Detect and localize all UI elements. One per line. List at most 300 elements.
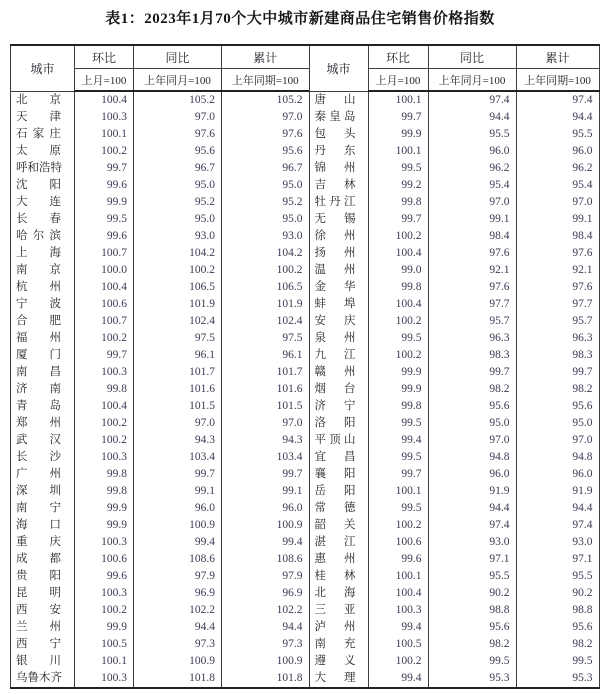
cum-value: 96.0 <box>222 500 309 517</box>
mom-value: 100.2 <box>368 653 428 670</box>
city-name: 福州 <box>11 330 75 347</box>
cum-value: 95.5 <box>516 126 599 143</box>
table-row <box>11 143 309 160</box>
mom-value: 99.4 <box>368 432 428 449</box>
cum-value: 101.7 <box>222 364 309 381</box>
price-index-table <box>10 44 598 689</box>
table-row <box>11 551 309 568</box>
city-name: 惠州 <box>309 551 368 568</box>
header-mom: 环比 <box>368 45 428 69</box>
yoy-value: 96.2 <box>428 160 516 177</box>
table-row <box>11 619 309 636</box>
header-yoy-base: 上年同月=100 <box>428 69 516 92</box>
yoy-value: 98.2 <box>428 636 516 653</box>
city-name: 三亚 <box>309 602 368 619</box>
mom-value: 99.9 <box>75 619 134 636</box>
table-row <box>11 585 309 602</box>
yoy-value: 99.7 <box>134 466 222 483</box>
city-name: 济宁 <box>309 398 368 415</box>
city-name: 桂林 <box>309 568 368 585</box>
yoy-value: 96.9 <box>134 585 222 602</box>
cum-value: 96.1 <box>222 347 309 364</box>
table-row <box>309 313 599 330</box>
city-name: 昆明 <box>11 585 75 602</box>
cum-value: 96.0 <box>516 143 599 160</box>
cum-value: 95.2 <box>222 194 309 211</box>
yoy-value: 95.5 <box>428 568 516 585</box>
cum-value: 101.5 <box>222 398 309 415</box>
yoy-value: 101.5 <box>134 398 222 415</box>
mom-value: 99.7 <box>368 109 428 126</box>
mom-value: 99.8 <box>368 194 428 211</box>
table-row <box>309 296 599 313</box>
mom-value: 100.5 <box>75 636 134 653</box>
cum-value: 94.8 <box>516 449 599 466</box>
mom-value: 100.7 <box>75 313 134 330</box>
table-row <box>309 636 599 653</box>
page-title: 表1：2023年1月70个大中城市新建商品住宅销售价格指数 <box>105 11 495 27</box>
yoy-value: 97.3 <box>134 636 222 653</box>
cum-value: 97.4 <box>516 91 599 109</box>
cum-value: 106.5 <box>222 279 309 296</box>
mom-value: 99.6 <box>75 568 134 585</box>
table-row <box>309 670 599 688</box>
mom-value: 99.9 <box>368 126 428 143</box>
city-name: 贵阳 <box>11 568 75 585</box>
city-name: 郑州 <box>11 415 75 432</box>
table-row <box>309 91 599 109</box>
table-row <box>309 194 599 211</box>
city-name: 长沙 <box>11 449 75 466</box>
mom-value: 99.9 <box>75 500 134 517</box>
table-row <box>11 500 309 517</box>
yoy-value: 95.0 <box>134 211 222 228</box>
header-yoy: 同比 <box>134 45 222 69</box>
table-row <box>309 466 599 483</box>
cum-value: 95.0 <box>516 415 599 432</box>
mom-value: 99.4 <box>368 619 428 636</box>
mom-value: 100.5 <box>368 636 428 653</box>
city-name: 北京 <box>11 91 75 109</box>
mom-value: 100.2 <box>368 313 428 330</box>
header-city: 城市 <box>309 45 368 91</box>
yoy-value: 96.7 <box>134 160 222 177</box>
city-name: 岳阳 <box>309 483 368 500</box>
cum-value: 101.6 <box>222 381 309 398</box>
yoy-value: 97.7 <box>428 296 516 313</box>
mom-value: 100.3 <box>75 534 134 551</box>
table-row <box>11 109 309 126</box>
mom-value: 99.9 <box>368 381 428 398</box>
header-cum-base: 上年同期=100 <box>516 69 599 92</box>
mom-value: 99.5 <box>368 415 428 432</box>
table-row <box>309 432 599 449</box>
city-name: 深圳 <box>11 483 75 500</box>
city-name: 成都 <box>11 551 75 568</box>
cum-value: 96.7 <box>222 160 309 177</box>
mom-value: 100.3 <box>75 670 134 688</box>
mom-value: 99.5 <box>75 211 134 228</box>
table-row <box>309 398 599 415</box>
table-row <box>11 381 309 398</box>
cum-value: 99.1 <box>516 211 599 228</box>
table-row <box>309 211 599 228</box>
cum-value: 94.4 <box>516 500 599 517</box>
yoy-value: 103.4 <box>134 449 222 466</box>
cum-value: 95.4 <box>516 177 599 194</box>
mom-value: 100.7 <box>75 245 134 262</box>
mom-value: 99.7 <box>368 211 428 228</box>
cum-value: 97.1 <box>516 551 599 568</box>
city-name: 西宁 <box>11 636 75 653</box>
header-mom-base: 上月=100 <box>75 69 134 92</box>
table-row <box>11 483 309 500</box>
mom-value: 99.9 <box>368 364 428 381</box>
mom-value: 100.3 <box>75 364 134 381</box>
yoy-value: 99.5 <box>428 653 516 670</box>
cum-value: 99.7 <box>222 466 309 483</box>
cum-value: 99.1 <box>222 483 309 500</box>
city-name: 大连 <box>11 194 75 211</box>
city-name: 银川 <box>11 653 75 670</box>
table-body-right <box>309 91 599 688</box>
yoy-value: 97.0 <box>428 432 516 449</box>
city-name: 安庆 <box>309 313 368 330</box>
mom-value: 100.2 <box>368 517 428 534</box>
mom-value: 100.2 <box>75 143 134 160</box>
city-name: 泉州 <box>309 330 368 347</box>
mom-value: 100.1 <box>368 91 428 109</box>
yoy-value: 105.2 <box>134 91 222 109</box>
mom-value: 100.2 <box>75 432 134 449</box>
yoy-value: 100.9 <box>134 517 222 534</box>
table-row <box>309 177 599 194</box>
city-name: 徐州 <box>309 228 368 245</box>
city-name: 兰州 <box>11 619 75 636</box>
city-name: 武汉 <box>11 432 75 449</box>
yoy-value: 98.4 <box>428 228 516 245</box>
mom-value: 99.5 <box>368 160 428 177</box>
mom-value: 100.2 <box>368 347 428 364</box>
table-row <box>11 245 309 262</box>
city-name: 常德 <box>309 500 368 517</box>
city-name: 青岛 <box>11 398 75 415</box>
header-yoy-base: 上年同月=100 <box>134 69 222 92</box>
yoy-value: 102.4 <box>134 313 222 330</box>
header-mom-base: 上月=100 <box>368 69 428 92</box>
yoy-value: 97.1 <box>428 551 516 568</box>
mom-value: 100.3 <box>75 585 134 602</box>
yoy-value: 94.4 <box>428 500 516 517</box>
cum-value: 108.6 <box>222 551 309 568</box>
mom-value: 100.1 <box>368 568 428 585</box>
header-yoy: 同比 <box>428 45 516 69</box>
city-name: 沈阳 <box>11 177 75 194</box>
yoy-value: 97.9 <box>134 568 222 585</box>
city-name: 丹东 <box>309 143 368 160</box>
yoy-value: 101.7 <box>134 364 222 381</box>
table-row <box>11 670 309 688</box>
mom-value: 99.5 <box>368 330 428 347</box>
cum-value: 105.2 <box>222 91 309 109</box>
yoy-value: 101.6 <box>134 381 222 398</box>
yoy-value: 94.3 <box>134 432 222 449</box>
table-row <box>11 279 309 296</box>
table-row <box>11 432 309 449</box>
cum-value: 94.4 <box>222 619 309 636</box>
cum-value: 98.4 <box>516 228 599 245</box>
yoy-value: 98.8 <box>428 602 516 619</box>
city-name: 南京 <box>11 262 75 279</box>
city-name: 韶关 <box>309 517 368 534</box>
mom-value: 99.8 <box>75 381 134 398</box>
table-row <box>309 279 599 296</box>
cum-value: 104.2 <box>222 245 309 262</box>
cum-value: 100.2 <box>222 262 309 279</box>
yoy-value: 94.8 <box>428 449 516 466</box>
cum-value: 98.2 <box>516 381 599 398</box>
mom-value: 99.5 <box>368 500 428 517</box>
cum-value: 97.0 <box>516 194 599 211</box>
yoy-value: 95.6 <box>428 398 516 415</box>
city-name: 南昌 <box>11 364 75 381</box>
city-name: 锦州 <box>309 160 368 177</box>
city-name: 上海 <box>11 245 75 262</box>
cum-value: 96.2 <box>516 160 599 177</box>
header-cum: 累计 <box>222 45 309 69</box>
yoy-value: 95.0 <box>428 415 516 432</box>
table-row <box>11 91 309 109</box>
cum-value: 103.4 <box>222 449 309 466</box>
table-row <box>11 228 309 245</box>
cum-value: 99.5 <box>516 653 599 670</box>
table-row <box>309 381 599 398</box>
cum-value: 91.9 <box>516 483 599 500</box>
cum-value: 95.6 <box>222 143 309 160</box>
city-name: 温州 <box>309 262 368 279</box>
cum-value: 95.3 <box>516 670 599 688</box>
cum-value: 96.3 <box>516 330 599 347</box>
cum-value: 102.2 <box>222 602 309 619</box>
mom-value: 100.1 <box>75 653 134 670</box>
mom-value: 99.8 <box>368 398 428 415</box>
yoy-value: 99.1 <box>428 211 516 228</box>
cum-value: 102.4 <box>222 313 309 330</box>
table-row <box>309 143 599 160</box>
city-name: 襄阳 <box>309 466 368 483</box>
mom-value: 100.2 <box>75 602 134 619</box>
city-name: 杭州 <box>11 279 75 296</box>
table-row <box>309 517 599 534</box>
city-name: 重庆 <box>11 534 75 551</box>
cum-value: 95.6 <box>516 619 599 636</box>
cum-value: 95.0 <box>222 177 309 194</box>
city-name: 泸州 <box>309 619 368 636</box>
cum-value: 92.1 <box>516 262 599 279</box>
table-row <box>309 568 599 585</box>
city-name: 宜昌 <box>309 449 368 466</box>
table-row <box>11 330 309 347</box>
city-name: 秦皇岛 <box>309 109 368 126</box>
city-name: 广州 <box>11 466 75 483</box>
cum-value: 95.6 <box>516 398 599 415</box>
table-row <box>309 619 599 636</box>
mom-value: 99.7 <box>75 160 134 177</box>
yoy-value: 97.6 <box>428 245 516 262</box>
table-row <box>11 364 309 381</box>
mom-value: 99.7 <box>75 347 134 364</box>
table-row <box>309 449 599 466</box>
city-name: 西安 <box>11 602 75 619</box>
cum-value: 97.6 <box>222 126 309 143</box>
mom-value: 100.4 <box>368 585 428 602</box>
yoy-value: 97.4 <box>428 91 516 109</box>
yoy-value: 99.1 <box>134 483 222 500</box>
table-row <box>309 602 599 619</box>
yoy-value: 96.3 <box>428 330 516 347</box>
city-name: 乌鲁木齐 <box>11 670 75 688</box>
yoy-value: 94.4 <box>428 109 516 126</box>
yoy-value: 95.4 <box>428 177 516 194</box>
table-right-half <box>309 44 600 689</box>
cum-value: 95.0 <box>222 211 309 228</box>
cum-value: 93.0 <box>222 228 309 245</box>
table-row <box>11 313 309 330</box>
table-row <box>309 500 599 517</box>
mom-value: 100.3 <box>368 602 428 619</box>
city-name: 宁波 <box>11 296 75 313</box>
mom-value: 99.6 <box>368 551 428 568</box>
cum-value: 94.3 <box>222 432 309 449</box>
cum-value: 97.4 <box>516 517 599 534</box>
city-name: 蚌埠 <box>309 296 368 313</box>
mom-value: 99.2 <box>368 177 428 194</box>
city-name: 济南 <box>11 381 75 398</box>
city-name: 太原 <box>11 143 75 160</box>
yoy-value: 102.2 <box>134 602 222 619</box>
table-row <box>309 585 599 602</box>
yoy-value: 100.2 <box>134 262 222 279</box>
table-row <box>309 551 599 568</box>
yoy-value: 95.5 <box>428 126 516 143</box>
table-left-half <box>10 44 309 689</box>
yoy-value: 92.1 <box>428 262 516 279</box>
mom-value: 100.2 <box>368 228 428 245</box>
mom-value: 99.8 <box>75 483 134 500</box>
cum-value: 97.5 <box>222 330 309 347</box>
table-row <box>309 330 599 347</box>
yoy-value: 97.4 <box>428 517 516 534</box>
yoy-value: 99.4 <box>134 534 222 551</box>
yoy-value: 97.0 <box>428 194 516 211</box>
header-city: 城市 <box>11 45 75 91</box>
yoy-value: 97.0 <box>134 415 222 432</box>
table-row <box>11 126 309 143</box>
mom-value: 99.6 <box>75 177 134 194</box>
mom-value: 99.0 <box>368 262 428 279</box>
table-row <box>309 534 599 551</box>
cum-value: 96.9 <box>222 585 309 602</box>
yoy-value: 95.0 <box>134 177 222 194</box>
table-row <box>11 194 309 211</box>
mom-value: 99.6 <box>75 228 134 245</box>
yoy-value: 101.8 <box>134 670 222 688</box>
city-name: 烟台 <box>309 381 368 398</box>
cum-value: 101.9 <box>222 296 309 313</box>
cum-value: 97.6 <box>516 279 599 296</box>
mom-value: 99.8 <box>75 466 134 483</box>
mom-value: 99.7 <box>368 466 428 483</box>
city-name: 无锡 <box>309 211 368 228</box>
table-header-left <box>11 45 309 91</box>
city-name: 大理 <box>309 670 368 688</box>
yoy-value: 96.0 <box>134 500 222 517</box>
table-row <box>309 109 599 126</box>
city-name: 平顶山 <box>309 432 368 449</box>
yoy-value: 95.6 <box>428 619 516 636</box>
yoy-value: 93.0 <box>134 228 222 245</box>
mom-value: 100.1 <box>368 483 428 500</box>
city-name: 唐山 <box>309 91 368 109</box>
yoy-value: 97.6 <box>134 126 222 143</box>
yoy-value: 94.4 <box>134 619 222 636</box>
cum-value: 97.0 <box>516 432 599 449</box>
table-row <box>309 364 599 381</box>
city-name: 呼和浩特 <box>11 160 75 177</box>
city-name: 吉林 <box>309 177 368 194</box>
table-row <box>11 517 309 534</box>
yoy-value: 106.5 <box>134 279 222 296</box>
yoy-value: 104.2 <box>134 245 222 262</box>
city-name: 金华 <box>309 279 368 296</box>
mom-value: 99.4 <box>368 670 428 688</box>
table-row <box>11 211 309 228</box>
table-row <box>309 415 599 432</box>
mom-value: 100.1 <box>75 126 134 143</box>
table-row <box>309 126 599 143</box>
cum-value: 98.3 <box>516 347 599 364</box>
table-row <box>11 262 309 279</box>
header-cum-base: 上年同期=100 <box>222 69 309 92</box>
table-header-right <box>309 45 599 91</box>
city-name: 九江 <box>309 347 368 364</box>
table-row <box>11 449 309 466</box>
city-name: 石家庄 <box>11 126 75 143</box>
table-row <box>11 602 309 619</box>
mom-value: 100.4 <box>75 279 134 296</box>
mom-value: 100.4 <box>368 245 428 262</box>
cum-value: 94.4 <box>516 109 599 126</box>
yoy-value: 97.6 <box>428 279 516 296</box>
yoy-value: 97.0 <box>134 109 222 126</box>
yoy-value: 95.3 <box>428 670 516 688</box>
yoy-value: 96.1 <box>134 347 222 364</box>
city-name: 赣州 <box>309 364 368 381</box>
mom-value: 100.6 <box>75 296 134 313</box>
mom-value: 100.1 <box>368 143 428 160</box>
table-row <box>11 534 309 551</box>
mom-value: 100.6 <box>75 551 134 568</box>
cum-value: 100.9 <box>222 517 309 534</box>
mom-value: 100.3 <box>75 449 134 466</box>
table-row <box>309 653 599 670</box>
cum-value: 98.8 <box>516 602 599 619</box>
table-row <box>11 636 309 653</box>
city-name: 哈尔滨 <box>11 228 75 245</box>
city-name: 包头 <box>309 126 368 143</box>
header-cum: 累计 <box>516 45 599 69</box>
cum-value: 97.7 <box>516 296 599 313</box>
